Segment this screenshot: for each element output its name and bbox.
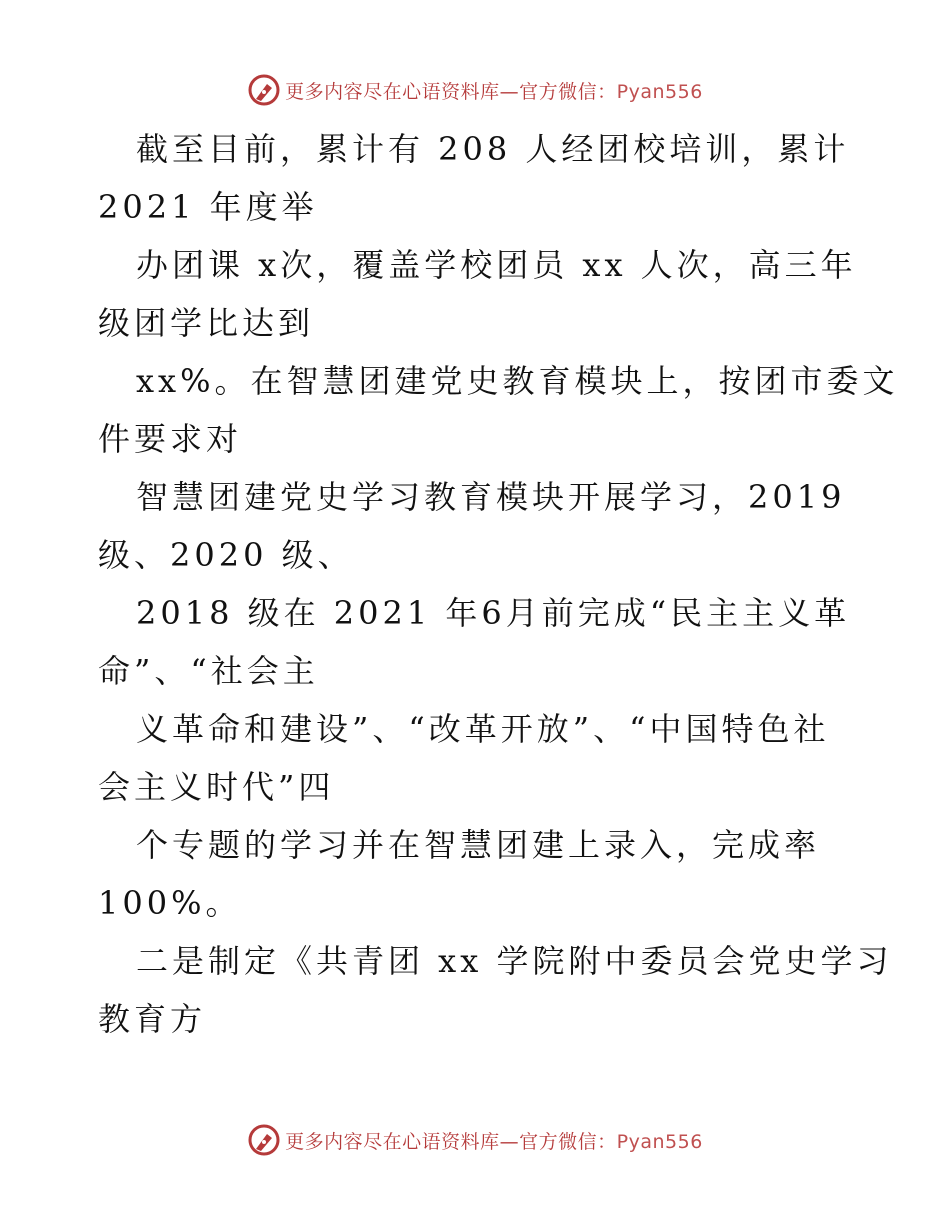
text-line: 智慧团建党史学习教育模块开展学习，2019 (136, 478, 846, 516)
header-watermark (0, 70, 950, 110)
paragraph-4 (98, 468, 868, 584)
paragraph-3 (98, 352, 899, 468)
text-line: xx%。在智慧团建党史教育模块上，按团市委文 (136, 362, 899, 400)
paragraph-2 (98, 236, 868, 352)
watermark-text: 更多内容尽在心语资料库—官方微信：Pyan556 (285, 1130, 703, 1153)
text-line: 命”、“社会主 (98, 652, 319, 690)
footer-watermark (0, 1120, 950, 1160)
watermark-account: Pyan556 (616, 1130, 703, 1153)
text-line: 个专题的学习并在智慧团建上录入，完成率 (136, 826, 821, 864)
text-line: 义革命和建设”、“改革开放”、“中国特色社 (136, 710, 830, 748)
text-line: 办团课 x次，覆盖学校团员 xx 人次，高三年 (136, 246, 857, 284)
text-line: 教育方 (98, 1000, 207, 1038)
document-body (98, 120, 899, 1048)
watermark-text: 更多内容尽在心语资料库—官方微信：Pyan556 (285, 80, 703, 103)
text-line: 二是制定《共青团 xx 学院附中委员会党史学习 (136, 942, 893, 980)
pen-nib-circle-icon (247, 73, 281, 107)
text-line: 2018 级在 2021 年6月前完成“民主主义革 (136, 594, 851, 632)
paragraph-6 (98, 700, 868, 816)
text-line: 级团学比达到 (98, 304, 315, 342)
text-line: 2021 年度举 (98, 188, 318, 226)
text-line: 件要求对 (98, 420, 243, 458)
pen-nib-circle-icon (247, 1123, 281, 1157)
paragraph-8 (98, 932, 893, 1048)
text-line: 截至目前，累计有 208 人经团校培训，累计 (136, 130, 850, 168)
text-line: 级、2020 级、 (98, 536, 354, 574)
text-line: 100%。 (98, 884, 242, 922)
paragraph-1 (98, 120, 868, 236)
paragraph-5 (98, 584, 868, 700)
watermark-account: Pyan556 (616, 80, 703, 103)
paragraph-7 (98, 816, 868, 932)
text-line: 会主义时代”四 (98, 768, 335, 806)
